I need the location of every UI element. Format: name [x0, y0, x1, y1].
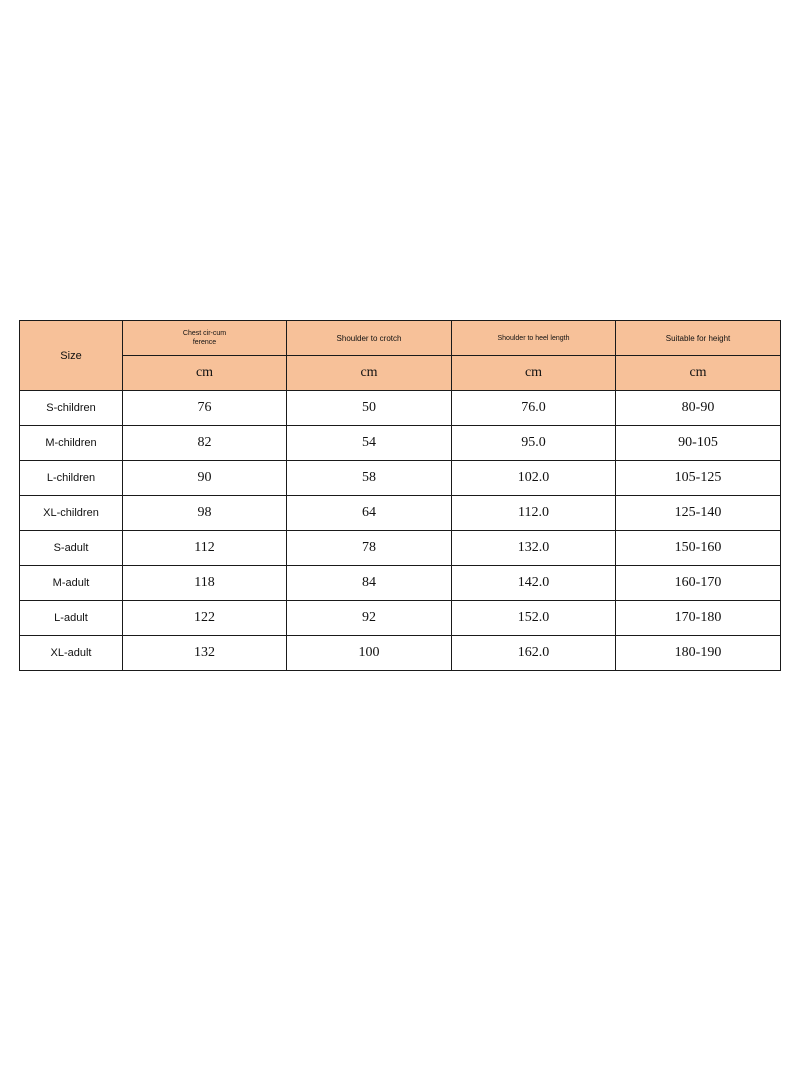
size-header: Size	[20, 321, 123, 391]
shoulder-heel-value: 162.0	[452, 636, 616, 671]
size-cell: L-adult	[20, 601, 123, 636]
shoulder-heel-value: 112.0	[452, 496, 616, 531]
shoulder-crotch-value: 54	[287, 426, 452, 461]
header-row-units	[20, 356, 781, 391]
col-label-chest: Chest cir-cumference	[182, 330, 227, 346]
height-value: 160-170	[616, 566, 781, 601]
height-value: 90-105	[616, 426, 781, 461]
height-value: 170-180	[616, 601, 781, 636]
shoulder-heel-value: 142.0	[452, 566, 616, 601]
chest-value: 122	[123, 601, 287, 636]
chest-value: 90	[123, 461, 287, 496]
unit-shoulder-heel: cm	[452, 356, 616, 391]
shoulder-crotch-value: 92	[287, 601, 452, 636]
shoulder-heel-value: 152.0	[452, 601, 616, 636]
chest-value: 118	[123, 566, 287, 601]
shoulder-heel-value: 102.0	[452, 461, 616, 496]
table-row	[20, 531, 781, 566]
size-cell: L-children	[20, 461, 123, 496]
shoulder-crotch-value: 84	[287, 566, 452, 601]
height-value: 105-125	[616, 461, 781, 496]
table-row	[20, 461, 781, 496]
height-value: 125-140	[616, 496, 781, 531]
chest-value: 112	[123, 531, 287, 566]
shoulder-crotch-value: 64	[287, 496, 452, 531]
chest-value: 76	[123, 391, 287, 426]
table-row	[20, 566, 781, 601]
size-cell: XL-adult	[20, 636, 123, 671]
size-cell: S-children	[20, 391, 123, 426]
table-row	[20, 426, 781, 461]
height-value: 150-160	[616, 531, 781, 566]
size-cell: M-adult	[20, 566, 123, 601]
shoulder-crotch-value: 50	[287, 391, 452, 426]
unit-shoulder-crotch: cm	[287, 356, 452, 391]
col-header-chest	[123, 321, 287, 356]
table-row	[20, 391, 781, 426]
chest-value: 82	[123, 426, 287, 461]
height-value: 80-90	[616, 391, 781, 426]
size-cell: S-adult	[20, 531, 123, 566]
table-row	[20, 636, 781, 671]
header-row-labels	[20, 321, 781, 356]
col-header-shoulder-crotch: Shoulder to crotch	[287, 321, 452, 356]
table-header	[20, 321, 781, 391]
table-row	[20, 496, 781, 531]
shoulder-heel-value: 76.0	[452, 391, 616, 426]
shoulder-crotch-value: 78	[287, 531, 452, 566]
chest-value: 132	[123, 636, 287, 671]
unit-height: cm	[616, 356, 781, 391]
table-body	[20, 391, 781, 671]
shoulder-heel-value: 132.0	[452, 531, 616, 566]
table-row	[20, 601, 781, 636]
chest-value: 98	[123, 496, 287, 531]
height-value: 180-190	[616, 636, 781, 671]
shoulder-heel-value: 95.0	[452, 426, 616, 461]
shoulder-crotch-value: 100	[287, 636, 452, 671]
col-header-shoulder-heel: Shoulder to heel length	[452, 321, 616, 356]
col-header-height: Suitable for height	[616, 321, 781, 356]
size-cell: M-children	[20, 426, 123, 461]
size-cell: XL-children	[20, 496, 123, 531]
shoulder-crotch-value: 58	[287, 461, 452, 496]
unit-chest: cm	[123, 356, 287, 391]
size-chart-table	[19, 320, 781, 671]
